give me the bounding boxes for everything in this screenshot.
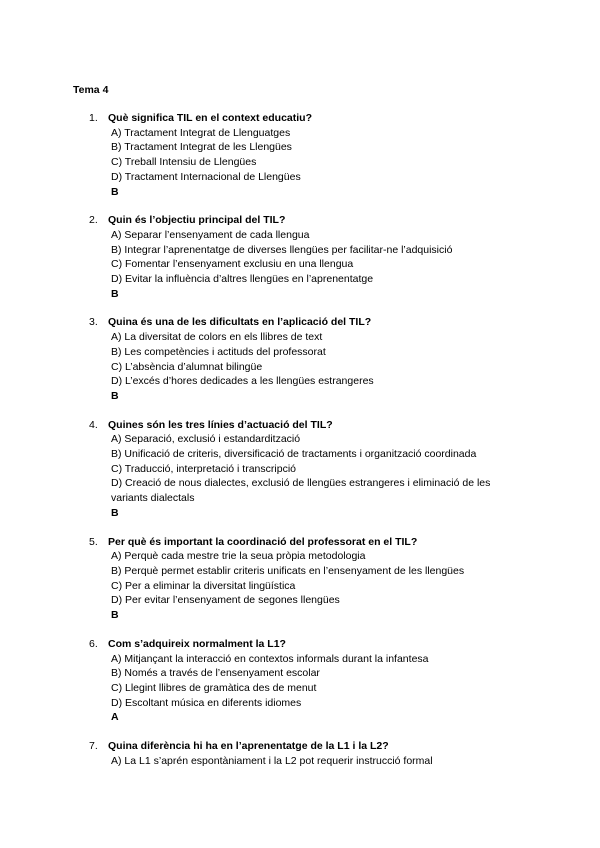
- question-number: 4.: [89, 418, 98, 431]
- option-list: [111, 228, 521, 302]
- option-a: A) Perquè cada mestre trie la seua pròpia metodologia: [111, 550, 366, 563]
- question-number: 6.: [89, 637, 98, 650]
- option-a: A) Tractament Integrat de Llenguatges: [111, 126, 291, 139]
- question-7: [0, 739, 600, 768]
- option-b: B) Només a través de l’ensenyament escolar: [111, 667, 320, 680]
- option-a: A) La L1 s’aprén espontàniament i la L2 pot requerir instrucció formal: [111, 754, 433, 767]
- option-b: B) Les competències i actituds del professorat: [111, 345, 326, 358]
- question-text: Quin és l’objectiu principal del TIL?: [108, 214, 286, 227]
- option-b: B) Perquè permet establir criteris unificats en l’ensenyament de les llengües: [111, 564, 465, 577]
- question-text: Com s’adquireix normalment la L1?: [108, 637, 286, 650]
- question-6: [0, 637, 600, 725]
- option-c: C) L’absència d’alumnat bilingüe: [111, 360, 263, 373]
- question-5: [0, 535, 600, 623]
- option-a: A) Separació, exclusió i estandardització: [111, 433, 301, 446]
- option-c: C) Traducció, interpretació i transcripció: [111, 462, 296, 475]
- option-d: D) Escoltant música en diferents idiomes: [111, 696, 302, 709]
- option-c: C) Per a eliminar la diversitat lingüística: [111, 579, 296, 592]
- option-d: D) Per evitar l’ensenyament de segones llengües: [111, 594, 340, 607]
- option-list: [111, 126, 521, 200]
- question-text: Quines són les tres línies d’actuació del TIL?: [108, 418, 333, 431]
- option-d: D) Tractament Internacional de Llengües: [111, 170, 301, 183]
- question-text: Quina és una de les dificultats en l’aplicació del TIL?: [108, 316, 372, 329]
- option-a: A) Separar l’ensenyament de cada llengua: [111, 228, 310, 241]
- option-list: [111, 549, 521, 623]
- option-a: A) Mitjançant la interacció en contextos informals durant la infantesa: [111, 652, 429, 665]
- question-1: [0, 111, 600, 199]
- correct-answer: B: [111, 185, 119, 198]
- option-list: [111, 432, 521, 520]
- option-d: D) Creació de nous dialectes, exclusió de llengües estrangeres i eliminació de les variants dialectals: [111, 477, 491, 505]
- question-list: [0, 111, 600, 782]
- question-3: [0, 315, 600, 403]
- question-number: 1.: [89, 112, 98, 124]
- option-d: D) L’excés d’hores dedicades a les llengües estrangeres: [111, 375, 374, 388]
- option-c: C) Treball Intensiu de Llengües: [111, 156, 257, 169]
- question-text: Quina diferència hi ha en l’aprenentatge de la L1 i la L2?: [108, 740, 389, 753]
- option-d: D) Evitar la influència d’altres llengües en l’aprenentatge: [111, 273, 374, 286]
- correct-answer: B: [111, 389, 119, 402]
- question-text: Què significa TIL en el context educatiu?: [108, 112, 313, 124]
- question-2: [0, 213, 600, 301]
- question-number: 3.: [89, 316, 98, 329]
- correct-answer: B: [111, 506, 119, 519]
- option-c: C) Fomentar l’ensenyament exclusiu en una llengua: [111, 258, 354, 271]
- correct-answer: B: [111, 609, 119, 622]
- question-number: 2.: [89, 214, 98, 227]
- option-list: [111, 652, 521, 726]
- option-list: [111, 754, 521, 769]
- question-number: 7.: [89, 740, 98, 753]
- question-4: [0, 418, 600, 521]
- option-list: [111, 330, 521, 404]
- option-a: A) La diversitat de colors en els llibres de text: [111, 331, 323, 344]
- question-number: 5.: [89, 535, 98, 548]
- option-c: C) Llegint llibres de gramàtica des de menut: [111, 681, 317, 694]
- question-text: Per què és important la coordinació del professorat en el TIL?: [108, 535, 418, 548]
- correct-answer: A: [111, 711, 119, 724]
- correct-answer: B: [111, 287, 119, 300]
- option-b: B) Tractament Integrat de les Llengües: [111, 141, 292, 154]
- option-b: B) Integrar l’aprenentatge de diverses llengües per facilitar-ne l’adquisició: [111, 243, 453, 256]
- document-title: Tema 4: [73, 84, 109, 96]
- option-b: B) Unificació de criteris, diversificació de tractaments i organització coordinada: [111, 448, 477, 461]
